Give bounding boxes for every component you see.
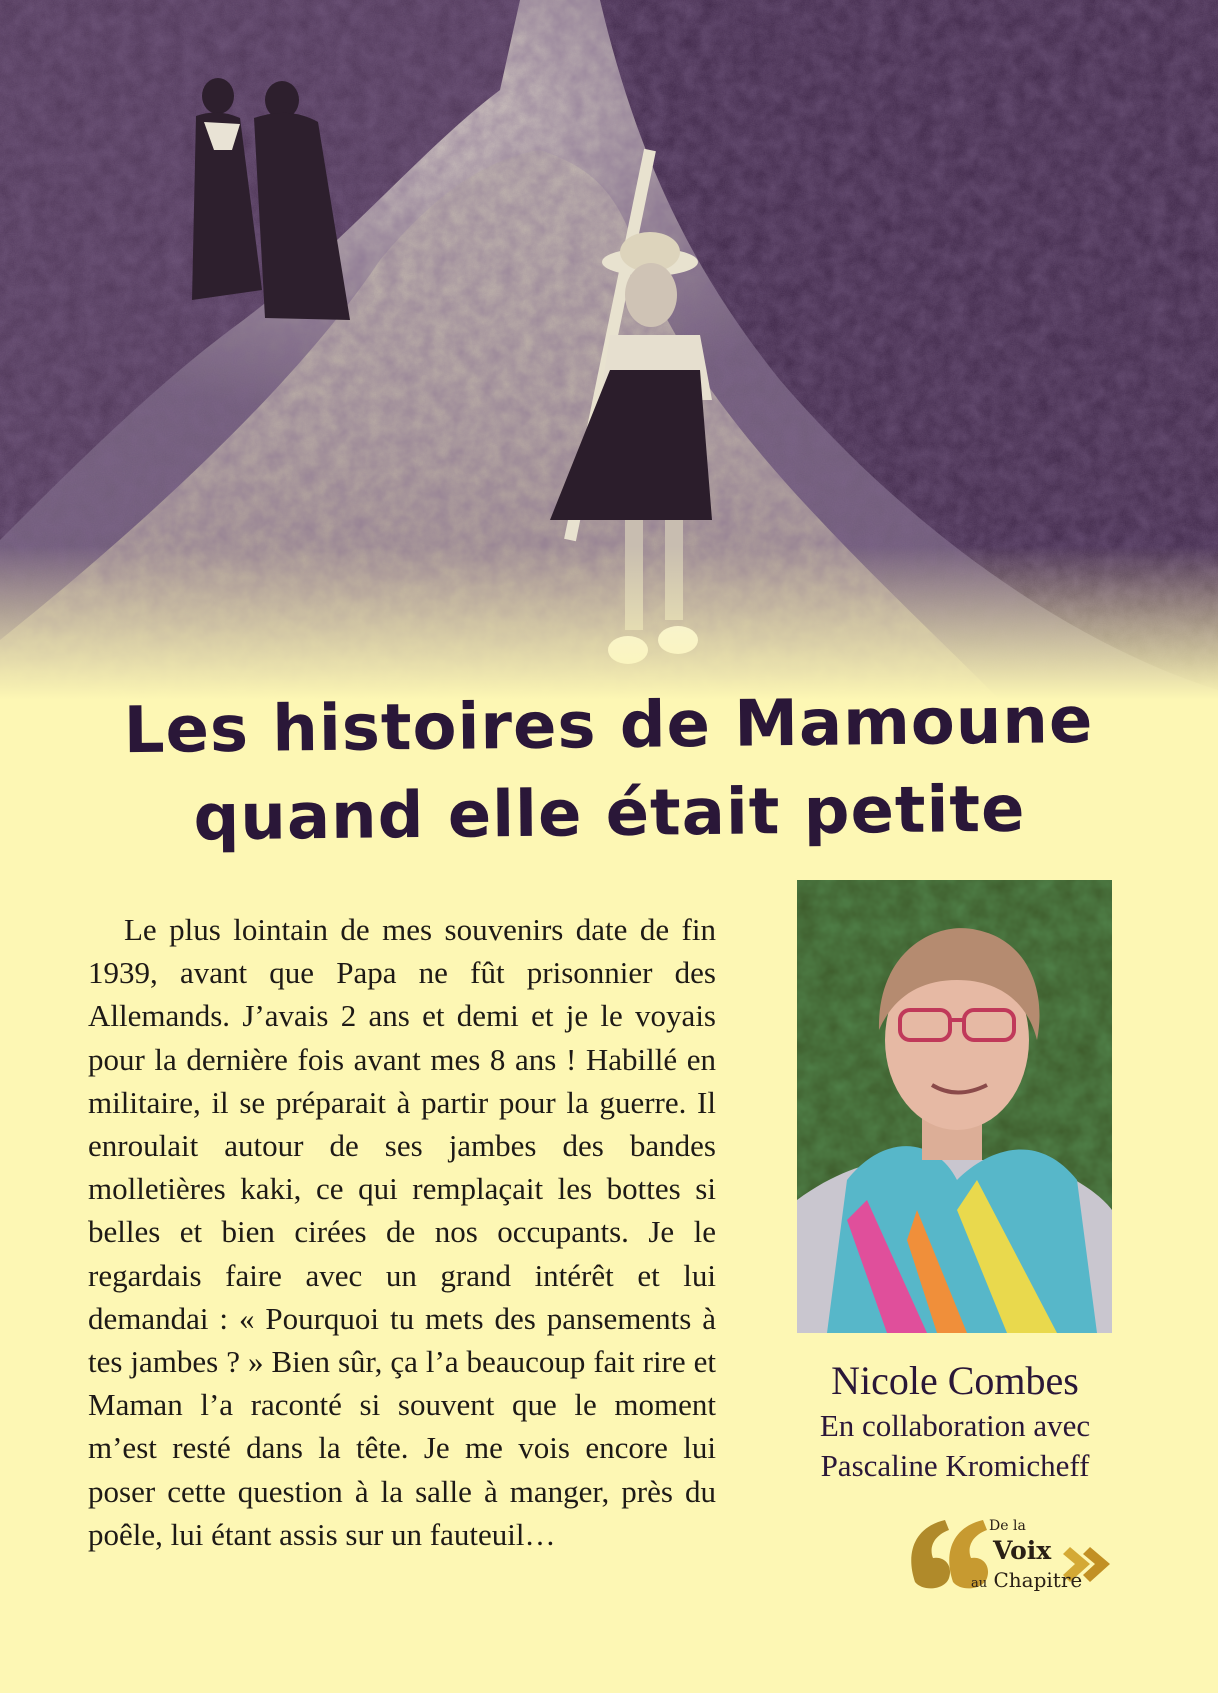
book-title — [0, 676, 1218, 865]
logo-line-1: De la — [989, 1518, 1026, 1534]
author-portrait — [797, 880, 1112, 1333]
logo-line-3-word: Chapitre — [993, 1568, 1083, 1592]
publisher-logo — [905, 1512, 1120, 1602]
book-title-line-2: quand elle était petite — [193, 772, 1026, 856]
collaboration-label: En collaboration avec — [819, 1408, 1091, 1443]
logo-line-3 — [971, 1568, 1082, 1592]
author-credits — [770, 1356, 1140, 1486]
author-name: Nicole Combes — [831, 1358, 1079, 1403]
book-title-line-1: Les histoires de Mamoune — [123, 683, 1094, 769]
cover-photo — [0, 0, 1218, 700]
collaborator-name: Pascaline Kromicheff — [820, 1448, 1090, 1483]
logo-line-2: Voix — [993, 1536, 1052, 1565]
story-excerpt: Le plus lointain de mes souvenirs date de fin 1939, avant que Papa ne fût prisonnier des Allemands. J’avais 2 ans et demi et je le voyais pour la dernière fois avant mes 8 ans ! Habillé en militaire, il se préparait à partir pour la guerre. Il enroulait autour de ses jambes des bandes molletières kaki, ce qui remplaçait les bottes si belles et bien cirées de nos occupants. Je le regardais faire avec un grand intérêt et lui demandai : « Pourquoi tu mets des pansements à tes jambes ? » Bien sûr, ça l’a beaucoup fait rire et Maman l’a raconté si souvent que le moment m’est resté dans la tête. Je me vois encore lui poser cette question à la salle à manger, près du poêle, lui étant assis sur un fauteuil… — [88, 912, 716, 1552]
logo-line-3-prefix: au — [971, 1576, 988, 1591]
